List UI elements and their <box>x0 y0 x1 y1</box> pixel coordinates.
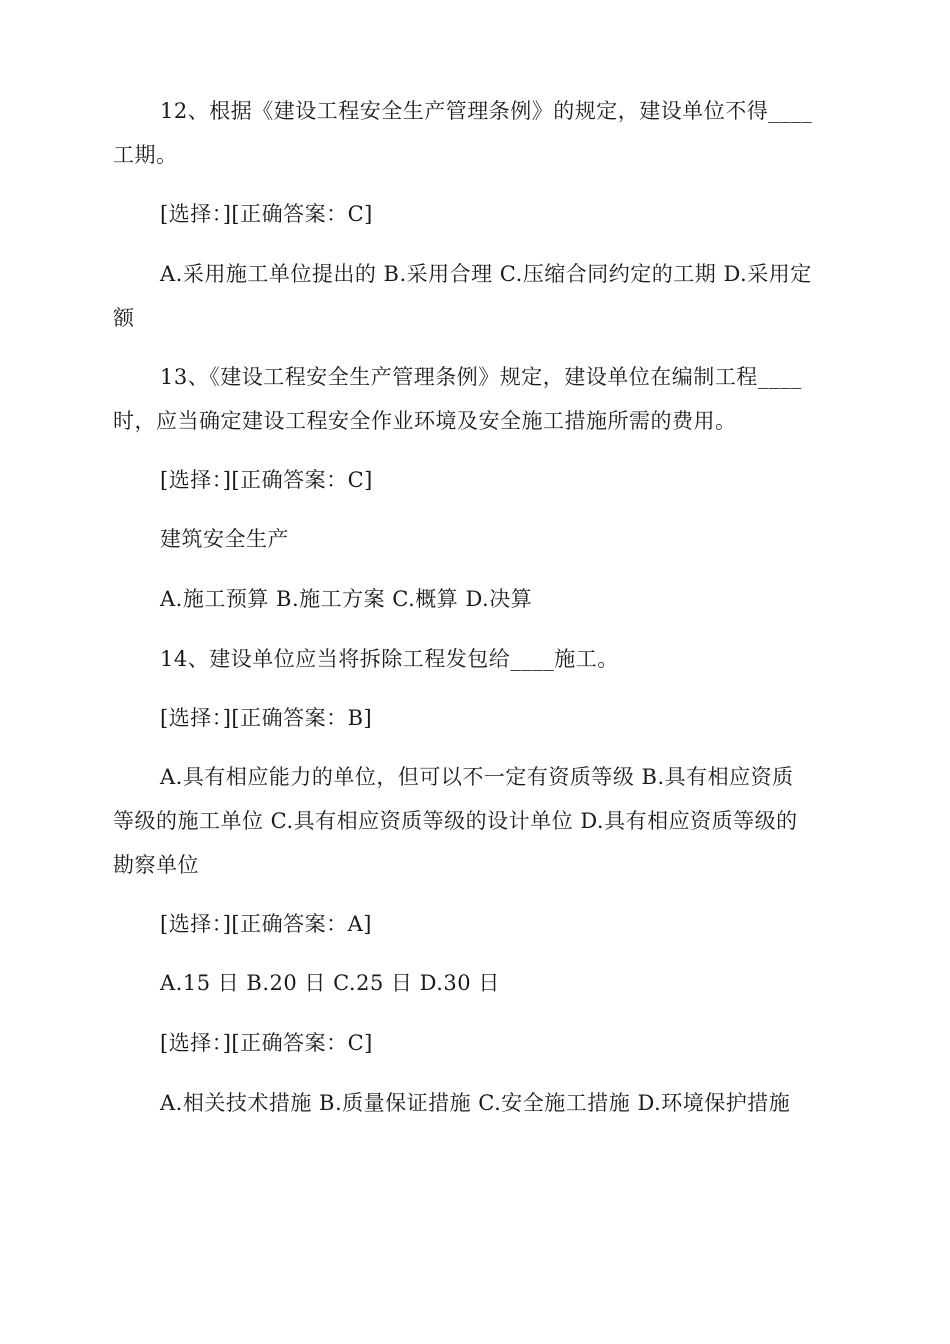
q12-question-line1: 12、根据《建设工程安全生产管理条例》的规定，建设单位不得____ <box>160 99 813 123</box>
q14-options-line2: 等级的施工单位 C.具有相应资质等级的设计单位 D.具有相应资质等级的 <box>113 809 798 833</box>
q14-options-line1: A.具有相应能力的单位，但可以不一定有资质等级 B.具有相应资质 <box>160 765 794 789</box>
q15-options: A.15 日 B.20 日 C.25 日 D.30 日 <box>160 971 500 995</box>
q14-answer: [选择：][正确答案：B] <box>160 706 373 730</box>
q13-question-line2: 时，应当确定建设工程安全作业环境及安全施工措施所需的费用。 <box>113 409 737 433</box>
q16-answer: [选择：][正确答案：C] <box>160 1031 373 1055</box>
section-heading: 建筑安全生产 <box>160 527 289 551</box>
q14-options-line3: 勘察单位 <box>113 853 199 877</box>
q13-question-line1: 13、《建设工程安全生产管理条例》规定，建设单位在编制工程____ <box>160 365 802 389</box>
q13-options: A.施工预算 B.施工方案 C.概算 D.决算 <box>160 587 533 611</box>
q15-answer: [选择：][正确答案：A] <box>160 912 372 936</box>
q12-options-line2: 额 <box>113 306 135 330</box>
q14-question: 14、建设单位应当将拆除工程发包给____施工。 <box>160 647 619 671</box>
q12-options-line1: A.采用施工单位提出的 B.采用合理 C.压缩合同约定的工期 D.采用定 <box>160 262 812 286</box>
q12-question-line2: 工期。 <box>113 143 178 167</box>
q12-answer: [选择：][正确答案：C] <box>160 202 373 226</box>
q16-options: A.相关技术措施 B.质量保证措施 C.安全施工措施 D.环境保护措施 <box>160 1091 791 1115</box>
q13-answer: [选择：][正确答案：C] <box>160 468 373 492</box>
